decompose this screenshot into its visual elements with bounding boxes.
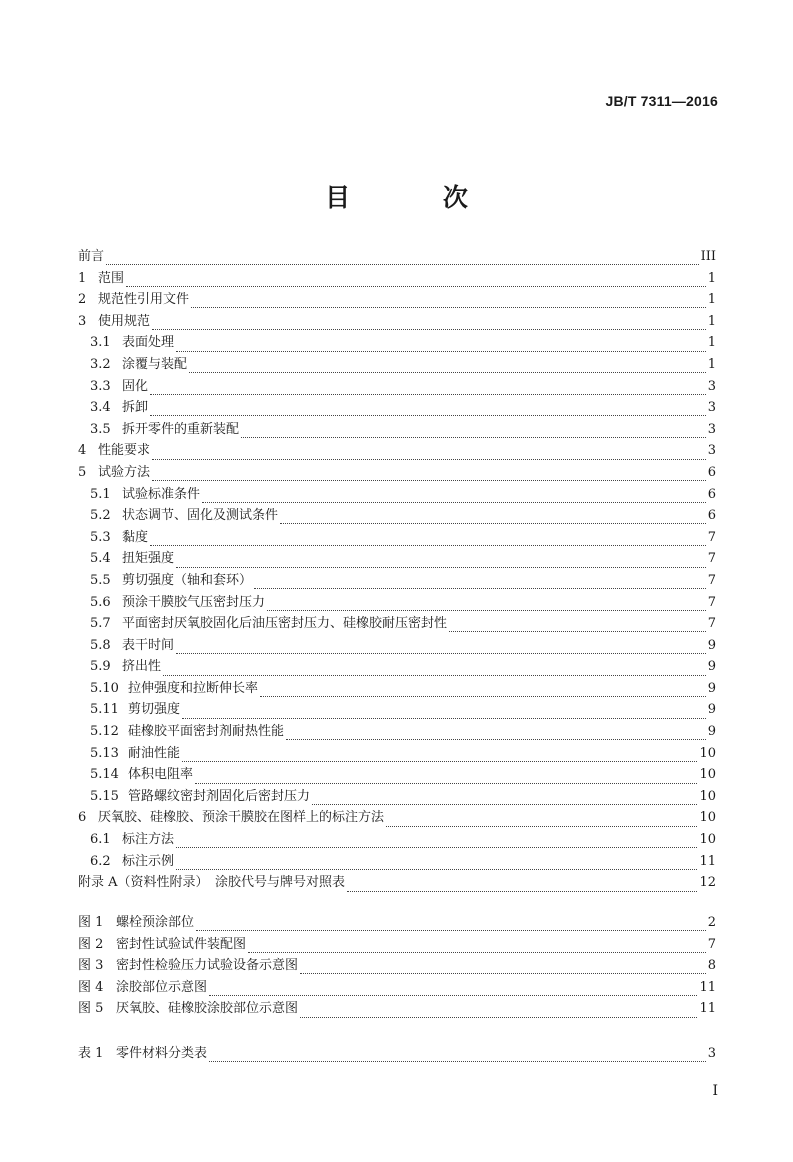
toc-entry[interactable] xyxy=(78,955,716,977)
dot-leader xyxy=(176,859,697,870)
entry-number: 5.2 xyxy=(90,508,111,524)
entry-number: 3.4 xyxy=(90,400,111,416)
entry-title: 管路螺纹密封剂固化后密封压力 xyxy=(128,788,311,804)
dot-leader xyxy=(150,535,706,546)
entry-number: 5.15 xyxy=(90,788,119,804)
entry-page-number: 7 xyxy=(707,551,716,567)
toc-entry[interactable] xyxy=(78,440,716,462)
entry-number: 5.9 xyxy=(90,659,111,675)
entry-number: 图 5 xyxy=(78,1001,104,1017)
toc-entry[interactable] xyxy=(78,462,716,484)
entry-title: 黏度 xyxy=(122,529,149,545)
dot-leader xyxy=(195,773,697,784)
entry-page-number: 1 xyxy=(707,270,716,286)
entry-page-number: 11 xyxy=(699,979,716,995)
entry-title: 附录 A（资料性附录） 涂胶代号与牌号对照表 xyxy=(78,875,346,891)
entry-page-number: 10 xyxy=(699,788,716,804)
entry-page-number: 9 xyxy=(707,680,716,696)
entry-title: 剪切强度（轴和套环） xyxy=(122,572,253,588)
entry-title: 密封性检验压力试验设备示意图 xyxy=(116,958,299,974)
entry-page-number: 7 xyxy=(707,594,716,610)
entry-title: 固化 xyxy=(122,378,149,394)
entry-number: 5 xyxy=(78,464,87,480)
entry-title: 硅橡胶平面密封剂耐热性能 xyxy=(128,724,285,740)
dot-leader xyxy=(449,621,706,632)
dot-leader xyxy=(300,1007,697,1018)
dot-leader xyxy=(176,837,697,848)
toc-entry[interactable] xyxy=(78,527,716,549)
entry-page-number: 3 xyxy=(707,400,716,416)
entry-number: 5.5 xyxy=(90,572,111,588)
toc-entry[interactable] xyxy=(78,484,716,506)
dot-leader xyxy=(176,643,706,654)
entry-title: 密封性试验试件装配图 xyxy=(116,936,247,952)
dot-leader xyxy=(150,384,706,395)
entry-title: 前言 xyxy=(78,249,105,264)
entry-page-number: 12 xyxy=(699,875,716,891)
entry-title: 表面处理 xyxy=(122,335,175,351)
dot-leader xyxy=(163,665,706,676)
dot-leader xyxy=(176,557,706,568)
dot-leader xyxy=(196,920,706,931)
entry-title: 剪切强度 xyxy=(128,702,181,718)
toc-entry[interactable] xyxy=(78,548,716,570)
dot-leader xyxy=(202,492,706,503)
entry-title: 体积电阻率 xyxy=(128,767,194,783)
page-title: 目 次 xyxy=(325,183,510,212)
entry-number: 3.2 xyxy=(90,356,111,372)
entry-number: 5.11 xyxy=(90,702,119,718)
dot-leader xyxy=(152,449,706,460)
entry-number: 6.1 xyxy=(90,832,111,848)
entry-title: 使用规范 xyxy=(98,313,151,329)
entry-page-number: 7 xyxy=(707,572,716,588)
entry-number: 5.1 xyxy=(90,486,111,502)
entry-page-number: 6 xyxy=(707,486,716,502)
toc-entry[interactable] xyxy=(78,505,716,527)
entry-page-number: 3 xyxy=(707,1046,716,1061)
entry-page-number: 10 xyxy=(699,832,716,848)
dot-leader xyxy=(248,942,706,953)
entry-page-number: 7 xyxy=(707,616,716,632)
entry-page-number: 10 xyxy=(699,767,716,783)
toc-entry[interactable] xyxy=(78,934,716,956)
toc-entry[interactable] xyxy=(78,268,716,290)
entry-title: 拆卸 xyxy=(122,400,149,416)
entry-page-number: 8 xyxy=(707,958,716,974)
toc-entry[interactable] xyxy=(78,743,716,765)
dot-leader xyxy=(386,816,697,827)
dot-leader xyxy=(182,708,706,719)
entry-number: 图 2 xyxy=(78,936,104,952)
dot-leader xyxy=(312,794,697,805)
entry-title: 涂胶部位示意图 xyxy=(116,979,208,995)
entry-title: 平面密封厌氧胶固化后油压密封压力、硅橡胶耐压密封性 xyxy=(122,616,448,632)
entry-number: 5.7 xyxy=(90,616,111,632)
entry-title: 零件材料分类表 xyxy=(116,1046,208,1061)
footer-page-number: I xyxy=(712,1083,718,1099)
toc-entry[interactable] xyxy=(78,786,716,808)
toc-entry[interactable] xyxy=(78,872,716,894)
toc-entry[interactable] xyxy=(78,829,716,851)
dot-leader xyxy=(209,1051,706,1062)
entry-number: 3 xyxy=(78,313,87,329)
entry-title: 规范性引用文件 xyxy=(98,292,190,308)
entry-page-number: III xyxy=(700,249,716,264)
entry-number: 5.4 xyxy=(90,551,111,567)
toc-entry[interactable] xyxy=(78,721,716,743)
toc-entry[interactable] xyxy=(78,354,716,376)
entry-page-number: 1 xyxy=(707,335,716,351)
entry-title: 预涂干膜胶气压密封压力 xyxy=(122,594,266,610)
entry-number: 表 1 xyxy=(78,1046,104,1061)
dot-leader xyxy=(241,427,706,438)
entry-page-number: 1 xyxy=(707,292,716,308)
dot-leader xyxy=(286,729,706,740)
toc-entry[interactable] xyxy=(78,246,716,268)
toc-entry[interactable] xyxy=(78,419,716,441)
toc-entry[interactable] xyxy=(78,311,716,333)
toc-entry[interactable] xyxy=(78,397,716,419)
dot-leader xyxy=(209,985,697,996)
entry-page-number: 1 xyxy=(707,356,716,372)
toc-entry[interactable] xyxy=(78,912,716,934)
toc-entry[interactable] xyxy=(78,656,716,678)
toc-entry[interactable] xyxy=(78,764,716,786)
entry-number: 5.13 xyxy=(90,745,119,761)
entry-page-number: 3 xyxy=(707,378,716,394)
entry-number: 图 4 xyxy=(78,979,104,995)
entry-page-number: 9 xyxy=(707,659,716,675)
dot-leader xyxy=(260,686,706,697)
toc-entry[interactable] xyxy=(78,998,716,1020)
entry-page-number: 6 xyxy=(707,508,716,524)
entry-page-number: 3 xyxy=(707,421,716,437)
toc-entry[interactable] xyxy=(78,678,716,700)
entry-title: 范围 xyxy=(98,270,125,286)
entry-title: 试验标准条件 xyxy=(122,486,201,502)
entry-title: 拆开零件的重新装配 xyxy=(122,421,240,437)
toc-entry[interactable] xyxy=(78,851,716,873)
entry-number: 5.8 xyxy=(90,637,111,653)
dot-leader xyxy=(267,600,706,611)
list-of-tables xyxy=(78,1043,716,1065)
entry-title: 标注方法 xyxy=(122,832,175,848)
entry-title: 扭矩强度 xyxy=(122,551,175,567)
dot-leader xyxy=(347,881,697,892)
entry-title: 状态调节、固化及测试条件 xyxy=(122,508,279,524)
entry-page-number: 11 xyxy=(699,853,716,869)
entry-number: 3.1 xyxy=(90,335,111,351)
standard-code: JB/T 7311—2016 xyxy=(605,93,718,109)
entry-title: 厌氧胶、硅橡胶、预涂干膜胶在图样上的标注方法 xyxy=(98,810,385,826)
entry-page-number: 10 xyxy=(699,810,716,826)
dot-leader xyxy=(182,751,697,762)
dot-leader xyxy=(189,362,706,373)
entry-title: 厌氧胶、硅橡胶涂胶部位示意图 xyxy=(116,1001,299,1017)
entry-number: 6 xyxy=(78,810,87,826)
entry-page-number: 2 xyxy=(707,915,716,930)
dot-leader xyxy=(126,276,706,287)
list-of-figures xyxy=(78,912,716,1020)
entry-title: 耐油性能 xyxy=(128,745,181,761)
entry-page-number: 9 xyxy=(707,724,716,740)
entry-number: 3.3 xyxy=(90,378,111,394)
toc-entry[interactable] xyxy=(78,376,716,398)
table-of-contents xyxy=(78,246,716,894)
toc-entry[interactable] xyxy=(78,699,716,721)
dot-leader xyxy=(300,963,706,974)
entry-page-number: 10 xyxy=(699,745,716,761)
entry-number: 5.3 xyxy=(90,529,111,545)
entry-page-number: 7 xyxy=(707,529,716,545)
toc-entry[interactable] xyxy=(78,570,716,592)
entry-number: 图 3 xyxy=(78,958,104,974)
entry-title: 螺栓预涂部位 xyxy=(116,915,195,930)
toc-entry[interactable] xyxy=(78,807,716,829)
toc-entry[interactable] xyxy=(78,977,716,999)
entry-page-number: 6 xyxy=(707,464,716,480)
toc-entry[interactable] xyxy=(78,613,716,635)
entry-number: 1 xyxy=(78,270,87,286)
entry-title: 性能要求 xyxy=(98,443,151,459)
dot-leader xyxy=(106,254,699,265)
entry-number: 2 xyxy=(78,292,87,308)
entry-page-number: 3 xyxy=(707,443,716,459)
entry-page-number: 9 xyxy=(707,702,716,718)
entry-title: 试验方法 xyxy=(98,464,151,480)
entry-title: 涂覆与装配 xyxy=(122,356,188,372)
toc-entry[interactable] xyxy=(78,592,716,614)
toc-entry[interactable] xyxy=(78,1043,716,1065)
dot-leader xyxy=(191,297,706,308)
entry-page-number: 9 xyxy=(707,637,716,653)
entry-title: 表干时间 xyxy=(122,637,175,653)
entry-number: 3.5 xyxy=(90,421,111,437)
entry-page-number: 1 xyxy=(707,313,716,329)
toc-entry[interactable] xyxy=(78,635,716,657)
dot-leader xyxy=(150,405,706,416)
entry-page-number: 7 xyxy=(707,936,716,952)
entry-number: 5.6 xyxy=(90,594,111,610)
entry-number: 5.14 xyxy=(90,767,119,783)
dot-leader xyxy=(152,319,706,330)
entry-page-number: 11 xyxy=(699,1001,716,1017)
dot-leader xyxy=(280,513,706,524)
entry-number: 4 xyxy=(78,443,87,459)
entry-number: 图 1 xyxy=(78,915,104,930)
dot-leader xyxy=(152,470,706,481)
entry-number: 5.10 xyxy=(90,680,119,696)
dot-leader xyxy=(176,341,706,352)
dot-leader xyxy=(254,578,706,589)
entry-title: 挤出性 xyxy=(122,659,162,675)
entry-number: 6.2 xyxy=(90,853,111,869)
entry-number: 5.12 xyxy=(90,724,119,740)
toc-entry[interactable] xyxy=(78,289,716,311)
toc-entry[interactable] xyxy=(78,332,716,354)
entry-title: 标注示例 xyxy=(122,853,175,869)
entry-title: 拉伸强度和拉断伸长率 xyxy=(128,680,259,696)
